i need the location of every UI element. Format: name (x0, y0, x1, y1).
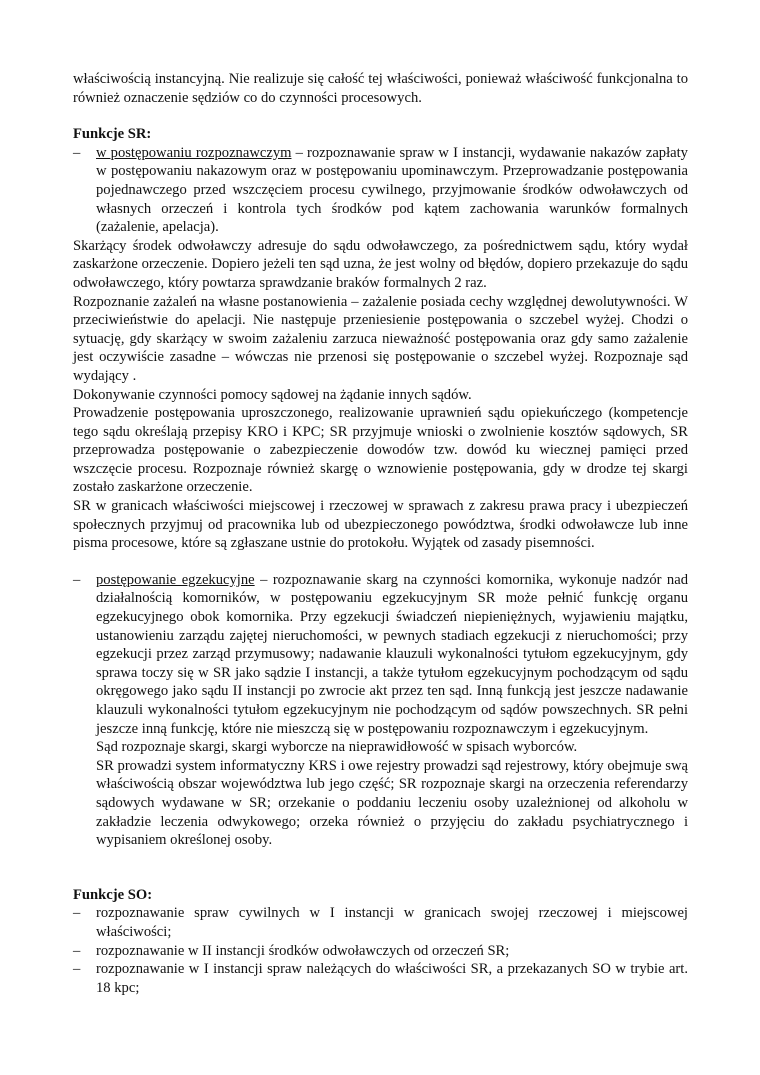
dash-bullet: – (73, 144, 81, 161)
sr-paragraph-skarzacy: Skarżący środek odwoławczy adresuje do sądu odwoławczego, za pośrednictwem sądu, który wydał zaskarżone orzeczenie. Dopiero jeżeli ten sąd uzna, że jest wolny od błędów, dopiero przekazuje do sądu odwoławczego, który powtarza sprawdzanie braków formalnych 2 raz. (73, 237, 688, 291)
sr-item2-title: postępowanie egzekucyjne (96, 571, 255, 588)
sr-paragraph-wyborcze: Sąd rozpoznaje skargi, skargi wyborcze na nieprawidłowość w spisach wyborców. (96, 739, 578, 756)
so-list-item (73, 960, 688, 997)
sr-item1-text: – rozpoznawanie spraw w I instancji, wydawanie nakazów zapłaty w postępowaniu nakazowym oraz w postępowaniu upominawczym. Przeprowadzanie postępowania pojednawczego przed wszczęciem procesu cywilnego, przyjmowanie środków odwoławczych od własnych orzeczeń i kontrola tych środków pod kątem zachowania warunków formalnych (zażalenie, apelacja). (96, 144, 688, 236)
sr-item1-title: w postępowaniu rozpoznawczym (96, 144, 292, 161)
sr-paragraph-pomoc: Dokonywanie czynności pomocy sądowej na żądanie innych sądów. (73, 386, 472, 403)
so-item-text: rozpoznawanie spraw cywilnych w I instancji w granicach swojej rzeczowej i miejscowej właściwości; (96, 905, 688, 940)
sr-paragraph-prawo-pracy: SR w granicach właściwości miejscowej i rzeczowej w sprawach z zakresu prawa pracy i ubezpieczeń społecznych przyjmuj od pracownika lub od ubezpieczonego powództwa, środki odwoławcze lub inne pisma procesowe, które są zgłaszane ustnie do protokołu. Wyjątek od zasady pisemności. (73, 498, 688, 552)
sr-paragraph-krs: SR prowadzi system informatyczny KRS i owe rejestry prowadzi sąd rejestrowy, który obejmuje swą właściwością obszar województwa lub jego część; SR rozpoznaje skargi na orzeczenia referendarzy sądowych wydawane w SR; orzekanie o poddaniu leczeniu osoby uzależnionej od alkoholu w zakładzie leczenia odwykowego; orzeka również o przyjęciu do zakładu psychiatrycznego i wypisaniem określonej osoby. (96, 757, 688, 849)
dash-bullet: – (73, 571, 81, 588)
intro-paragraph: właściwością instancyjną. Nie realizuje się całość tej właściwości, ponieważ właściwość funkcjonalna to również oznaczenie sędziów co do czynności procesowych. (73, 71, 688, 106)
sr-list-item-rozpoznawcze (73, 144, 688, 237)
dash-bullet: – (73, 961, 81, 978)
dash-bullet: – (73, 905, 81, 922)
so-heading: Funkcje SO: (73, 886, 153, 903)
so-item-text: rozpoznawanie w I instancji spraw należących do właściwości SR, a przekazanych SO w trybie art. 18 kpc; (96, 961, 688, 996)
so-list-item (73, 942, 688, 961)
sr-paragraph-zazalenia: Rozpoznanie zażaleń na własne postanowienia – zażalenie posiada cechy względnej dewolutywności. W przeciwieństwie do apelacji. Nie następuje przeniesienie postępowania o szczebel wyżej. Chodzi o sytuację, gdy skarżący w swoim zażaleniu zarzuca nieważność postępowania oraz gdy samo zażalenie jest oczywiście zasadne – wówczas nie przenosi się postępowanie o szczebel wyżej. Rozpoznaje sąd wydający . (73, 293, 688, 384)
sr-list-item-egzekucyjne (73, 571, 688, 738)
sr-item2-text: – rozpoznawanie skarg na czynności komornika, wykonuje nadzór nad działalnością komorników, w postępowaniu egzekucyjnym SR może pełnić funkcję organu egzekucyjnego obok komornika. Przy egzekucji świadczeń niepieniężnych, wyjawieniu majątku, ustanowieniu zarządu zajętej nieruchomości, w pewnych stadiach egzekucji z nieruchomości; przy egzekucji przez zarząd przymusowy; nadawanie klauzuli wykonalności tytułom egzekucyjnym, gdy sprawa toczy się w SR jako sądzie I instancji, a także tytułom egzekucyjnym pochodzącym od sądu okręgowego jako sądu II instancji po zwrocie akt przez ten sąd. Inną funkcją jest jeszcze nadawanie klauzuli wykonalności tytułom egzekucyjnym nie pochodzącym od sądów powszechnych. SR pełni jeszcze inną funkcję, które nie mieszczą się w postępowaniu rozpoznawczym i egzekucyjnym. (96, 571, 688, 737)
so-list-item (73, 904, 688, 941)
sr-paragraph-uproszczone: Prowadzenie postępowania uproszczonego, realizowanie uprawnień sądu opiekuńczego (kompetencje tego sądu określają przepisy KRO i KPC; SR przyjmuje wnioski o zwolnienie kosztów sądowych, SR przeprowadza postępowanie o zabezpieczenie dowodów tzw. dowód ku wiecznej pamięci przed wszczęcie procesu. Rozpoznaje również skargę o wznowienie postępowania, gdy w drodze tej skargi zostało zaskarżone orzeczenie. (73, 405, 688, 496)
document-page (73, 70, 688, 997)
dash-bullet: – (73, 942, 81, 959)
sr-heading: Funkcje SR: (73, 126, 152, 143)
so-item-text: rozpoznawanie w II instancji środków odwoławczych od orzeczeń SR; (96, 942, 510, 959)
